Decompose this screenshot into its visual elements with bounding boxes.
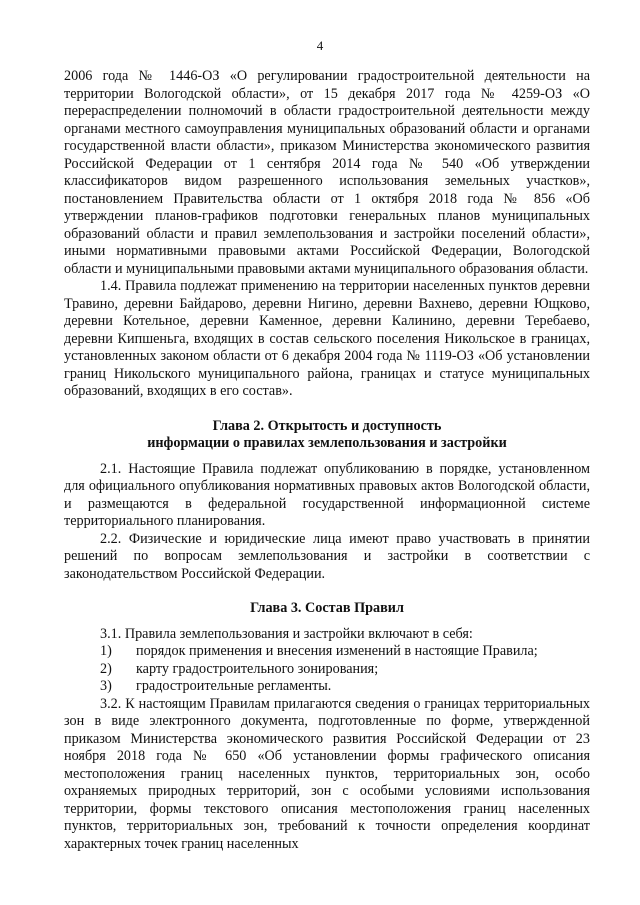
list-item-text: карту градостроительного зонирования; (136, 660, 379, 677)
paragraph-3-1: 3.1. Правила землепользования и застройки включают в себя: (100, 625, 473, 642)
list-item-number: 1) (100, 643, 112, 659)
chapter-2-title-line1: Глава 2. Открытость и доступность (212, 417, 442, 434)
list-item (64, 661, 590, 679)
spacer (64, 618, 590, 626)
paragraph-3-2: 3.2. К настоящим Правилам прилагаются сведения о границах территориальных зон в виде электронного документа, подготовленные по форме, утвержденной приказом Министерства экономического развития Российской Федерации от 23 ноября 2018 года № 650 «Об установлении формы графического описания местоположения границ населенных пунктов, территориальных зон, особо охраняемых природных территорий, зон с особыми условиями использования территории, формы текстового описания местоположения границ населенных пунктов, территориальных зон, требований к точности определения координат характерных точек границ населенных (64, 695, 590, 852)
chapter-3-title: Глава 3. Состав Правил (250, 600, 404, 616)
paragraph-continuation: 2006 года № 1446-ОЗ «О регулировании градостроительной деятельности на территории Вологодской области», от 15 декабря 2017 года № 4259-ОЗ «О перераспределении полномочий в области градостроительной деятельности между органами местного самоуправления муниципальных образований области и органами государственной власти области», приказом Министерства экономического развития Российской Федерации от 1 сентября 2014 года № 540 «Об утверждении классификаторов видом разрешенного использования земельных участков», постановлением Правительства области от 1 октября 2018 года № 856 «Об утверждении планов-графиков подготовки генеральных планов муниципальных образований области и правил землепользования и застройки поселений области», иными нормативными правовыми актами Российской Федерации, Вологодской области и муниципальными правовыми актами муниципального образования области. (64, 68, 590, 277)
page-number: 4 (316, 38, 324, 53)
list-item-text: градостроительные регламенты. (136, 678, 332, 694)
list-item (64, 678, 590, 696)
spacer (64, 401, 590, 418)
list-item-text: порядок применения и внесения изменений в настоящие Правила; (136, 643, 538, 659)
list-item (64, 643, 590, 661)
list-item-number: 2) (100, 660, 112, 677)
paragraph-2-1: 2.1. Настоящие Правила подлежат опубликованию в порядке, установленном для официального опубликования нормативных правовых актов Вологодской области, и размещаются в федеральной государственной информационной системе территориального планирования. (64, 460, 590, 529)
document-body (64, 68, 590, 853)
chapter-2-title-line2: информации о правилах землепользования и застройки (147, 435, 507, 451)
list-item-number: 3) (100, 678, 112, 694)
spacer (64, 583, 590, 600)
paragraph-2-2: 2.2. Физические и юридические лица имеют право участвовать в принятии решений по вопросам землепользования и застройки в соответствии с законодательством Российской Федерации. (64, 530, 590, 582)
spacer (64, 453, 590, 461)
paragraph-1-4: 1.4. Правила подлежат применению на территории населенных пунктов деревни Травино, деревни Байдарово, деревни Нигино, деревни Вахнево, деревни Ющково, деревни Котельное, деревни Каменное, деревни Калинино, деревни Теребаево, деревни Кипшеньга, входящих в состав сельского поселения Никольское в границах, установленных законом области от 6 декабря 2004 года № 1119-ОЗ «Об установлении границ Никольского муниципального района, границах и статусе муниципальных образований, входящих в его состав». (64, 278, 590, 399)
